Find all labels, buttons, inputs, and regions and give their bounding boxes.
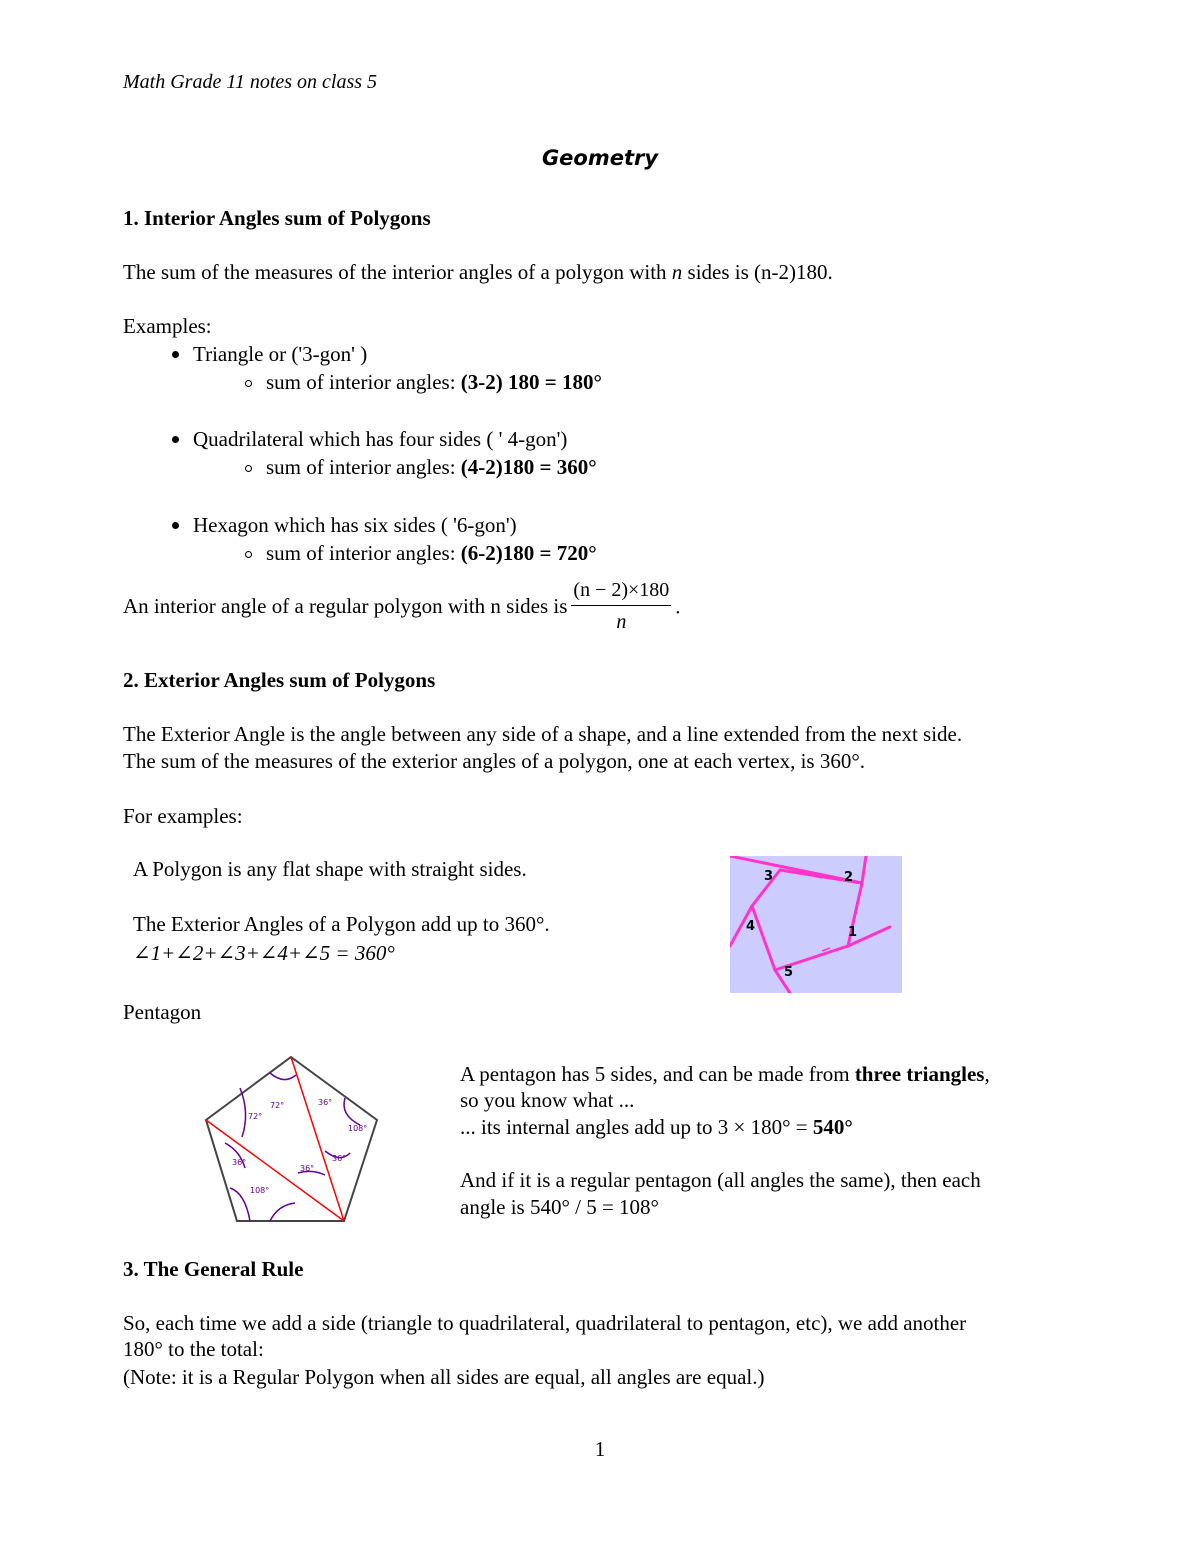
example-sub xyxy=(245,540,597,566)
angle-value: 36° xyxy=(300,1164,315,1173)
page-number: 1 xyxy=(594,1437,606,1461)
example-sub xyxy=(245,369,602,395)
section1-rule xyxy=(123,259,833,285)
bold-text: three triangles xyxy=(854,1062,985,1086)
regular-text: An interior angle of a regular polygon with n sides is xyxy=(123,594,568,619)
exterior-def-line1: The Exterior Angle is the angle between any side of a shape, and a line extended from the next side. xyxy=(123,722,963,746)
angle-value: 36° xyxy=(232,1158,247,1167)
exterior-angle-equation: ∠1+∠2+∠3+∠4+∠5 = 360° xyxy=(133,941,395,965)
examples-label: Examples: xyxy=(123,314,212,338)
circle-bullet-icon xyxy=(245,465,252,472)
circle-bullet-icon xyxy=(245,551,252,558)
bold-text: 540° xyxy=(812,1115,853,1139)
sub-prefix: sum of interior angles: xyxy=(266,541,461,565)
general-rule-line1: So, each time we add a side (triangle to quadrilateral, quadrilateral to pentagon, etc), we add another xyxy=(123,1311,967,1335)
regular-end: . xyxy=(675,594,681,619)
example-item xyxy=(172,426,567,452)
pentagon-text-line2: so you know what ... xyxy=(460,1088,635,1112)
fraction xyxy=(571,578,671,635)
general-rule-note: (Note: it is a Regular Polygon when all sides are equal, all angles are equal.) xyxy=(123,1365,765,1389)
pentagon-label: Pentagon xyxy=(123,1000,202,1024)
section1-heading: 1. Interior Angles sum of Polygons xyxy=(123,206,431,230)
for-examples-label: For examples: xyxy=(123,804,243,828)
text: ... its internal angles add up to 3 × 180° = xyxy=(460,1115,813,1139)
angle-value: 108° xyxy=(348,1124,368,1133)
pentagon-text-line4: And if it is a regular pentagon (all angles the same), then each xyxy=(460,1168,981,1192)
bullet-icon xyxy=(172,351,179,358)
bullet-icon xyxy=(172,436,179,443)
sub-formula: (6-2)180 = 720° xyxy=(460,541,597,565)
rule-text: The sum of the measures of the interior angles of a polygon with xyxy=(123,260,672,284)
angle-label: 3 xyxy=(764,869,774,884)
sub-formula: (4-2)180 = 360° xyxy=(460,455,597,479)
rule-var: n xyxy=(671,260,683,284)
example-item xyxy=(172,512,517,538)
fraction-denominator: n xyxy=(616,611,627,633)
angle-label: 5 xyxy=(784,965,794,980)
general-rule-line2: 180° to the total: xyxy=(123,1337,264,1361)
sub-prefix: sum of interior angles: xyxy=(266,370,461,394)
example-item xyxy=(172,341,367,367)
example-label: Quadrilateral which has four sides ( ' 4-gon') xyxy=(193,427,568,451)
exterior-angles-figure xyxy=(730,856,902,993)
page-header: Math Grade 11 notes on class 5 xyxy=(123,71,378,93)
example-label: Triangle or ('3-gon' ) xyxy=(193,342,368,366)
angle-label: 4 xyxy=(746,919,756,934)
page-title: Geometry xyxy=(541,146,659,170)
fraction-numerator: (n − 2)×180 xyxy=(571,578,671,606)
text: , xyxy=(984,1062,990,1086)
circle-bullet-icon xyxy=(245,380,252,387)
angle-label: 2 xyxy=(844,870,854,885)
angle-value: 72° xyxy=(248,1112,263,1121)
pentagon-text-line1 xyxy=(460,1061,990,1087)
sub-prefix: sum of interior angles: xyxy=(266,455,461,479)
sub-formula: (3-2) 180 = 180° xyxy=(460,370,602,394)
angle-value: 72° xyxy=(270,1101,285,1110)
pentagon-text-line3 xyxy=(460,1114,853,1140)
exterior-sum-text: The Exterior Angles of a Polygon add up to 360°. xyxy=(133,912,550,936)
example-sub xyxy=(245,454,597,480)
section3-heading: 3. The General Rule xyxy=(123,1257,304,1281)
polygon-definition: A Polygon is any flat shape with straight sides. xyxy=(133,857,527,881)
angle-value: 108° xyxy=(250,1186,270,1195)
rule-text-end: sides is (n-2)180. xyxy=(682,260,833,284)
regular-angle-formula xyxy=(123,580,681,637)
angle-value: 36° xyxy=(318,1098,333,1107)
exterior-def-line2: The sum of the measures of the exterior angles of a polygon, one at each vertex, is 360°. xyxy=(123,749,865,773)
section2-heading: 2. Exterior Angles sum of Polygons xyxy=(123,668,436,692)
angle-value: 36° xyxy=(332,1154,347,1163)
example-label: Hexagon which has six sides ( '6-gon') xyxy=(193,513,517,537)
pentagon-figure xyxy=(200,1053,380,1225)
angle-label: 1 xyxy=(848,925,858,940)
pentagon-text-line5: angle is 540° / 5 = 108° xyxy=(460,1195,659,1219)
bullet-icon xyxy=(172,522,179,529)
text: A pentagon has 5 sides, and can be made from xyxy=(460,1062,855,1086)
